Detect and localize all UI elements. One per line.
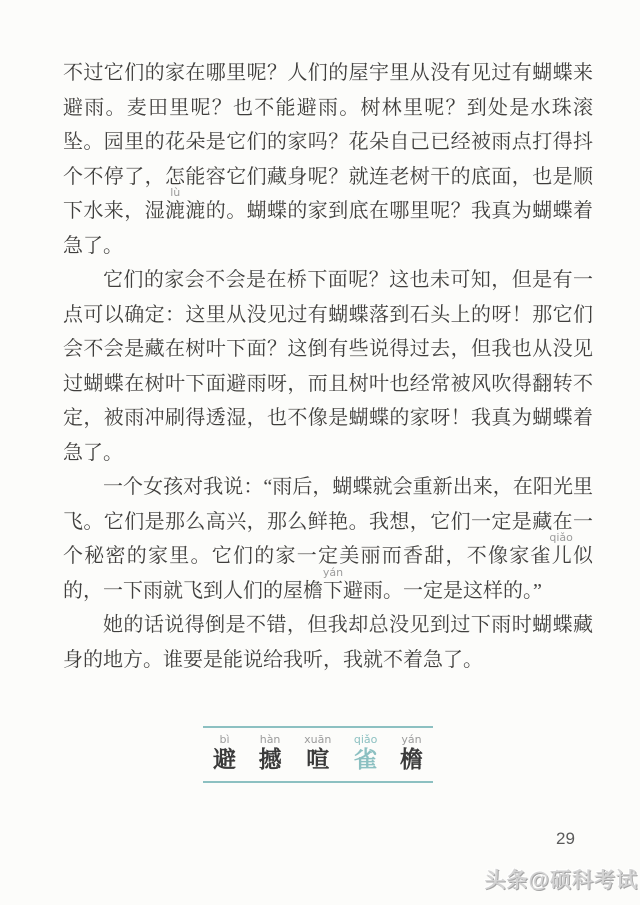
- vocab-char: 檐: [399, 747, 423, 772]
- vocab-char: 避: [213, 747, 236, 772]
- vocab-char: 撼: [258, 747, 282, 772]
- annotated-char: 漉 lù: [165, 186, 186, 222]
- vocab-char: 雀: [354, 747, 378, 772]
- vocab-pinyin: hàn: [259, 733, 281, 746]
- paragraph: 不过它们的家在哪里呢？人们的屋宇里从没有见过有蝴蝶来避雨。麦田里呢？也不能避雨。树林里呢？到处是水珠滚坠。园里的花朵是它们的家吗？花朵自己已经被雨点打得抖个不停了，怎能容它们藏身呢？就连老树干的底面，也是顺下水来，湿漉 lù 漉的。蝴蝶的家到底在哪里呢？我真为蝴蝶着急了。: [63, 62, 594, 257]
- vocab-item: [304, 733, 331, 774]
- pinyin-annotation: lù: [170, 186, 181, 199]
- vocab-pinyin: bì: [219, 733, 230, 746]
- pinyin-annotation: yán: [322, 565, 344, 579]
- lesson-text: [63, 56, 593, 677]
- vocab-strip: [203, 726, 433, 783]
- paragraph: 她的话说得倒是不错，但我却总没见到过下雨时蝴蝶藏身的地方。谁要是能说给我听，我就不着急了。: [63, 614, 593, 671]
- vocab-item: [259, 733, 282, 774]
- vocab-strip-items: [213, 733, 423, 774]
- pinyin-annotation: qiǎo: [549, 531, 573, 544]
- paragraph: 它们的家会不会是在桥下面呢？这也未可知，但是有一点可以确定：这里从没见过有蝴蝶落到石头上的呀！那它们会不会是藏在树叶下面？这倒有些说得过去，但我也从没见过蝴蝶在树叶下面避雨呀，而且树叶也经常被风吹得翻转不定，被雨冲刷得透湿，也不像是蝴蝶的家呀！我真为蝴蝶着急了。: [63, 269, 593, 464]
- annotated-char: 雀 qiǎo: [531, 545, 552, 567]
- watermark: 头条@硕科考试: [484, 869, 638, 892]
- vocab-pinyin: xuān: [304, 733, 332, 746]
- vocab-char: 喧: [306, 747, 330, 772]
- page-number: 29: [556, 829, 575, 848]
- vocab-item: [400, 733, 423, 774]
- vocab-pinyin: qiǎo: [353, 733, 378, 746]
- vocab-item: [213, 733, 236, 774]
- vocab-item: [354, 733, 378, 774]
- vocab-pinyin: yán: [401, 733, 422, 746]
- annotated-char: 檐 yán: [303, 580, 323, 602]
- paragraph: 一个女孩对我说：“雨后，蝴蝶就会重新出来，在阳光里飞。它们是那么高兴，那么鲜艳。我想，它们一定是藏在一个秘密的家里。它们的家一定美丽而香甜，不像家雀 qiǎo 儿似的，一下雨就飞到人们的屋檐 yán 下避雨。一定是这样的。”: [63, 476, 593, 602]
